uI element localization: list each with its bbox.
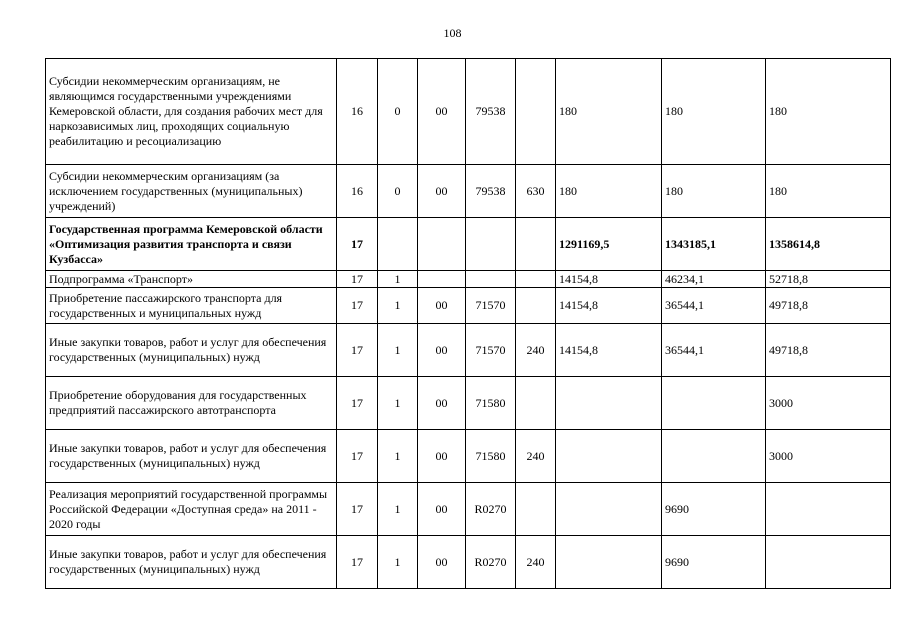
expense-type-cell	[516, 377, 556, 430]
row-name-cell: Иные закупки товаров, работ и услуг для обеспечения государственных (муниципальных) нужд	[46, 430, 337, 483]
subprogram-code-cell: 1	[378, 288, 418, 324]
direction-code-cell: 00	[418, 165, 466, 218]
table-row	[46, 377, 891, 430]
amount-year3-cell	[766, 536, 891, 589]
amount-year3-cell: 49718,8	[766, 288, 891, 324]
amount-year3-cell: 3000	[766, 430, 891, 483]
program-code-cell: 17	[337, 483, 378, 536]
subprogram-code-cell: 1	[378, 483, 418, 536]
direction-code-cell	[418, 218, 466, 271]
amount-year3-cell: 49718,8	[766, 324, 891, 377]
expense-code-cell: R0270	[466, 483, 516, 536]
expense-type-cell	[516, 59, 556, 165]
direction-code-cell: 00	[418, 288, 466, 324]
amount-year1-cell	[556, 483, 662, 536]
row-name-cell: Подпрограмма «Транспорт»	[46, 271, 337, 288]
row-name-cell: Приобретение пассажирского транспорта для государственных и муниципальных нужд	[46, 288, 337, 324]
amount-year3-cell: 180	[766, 165, 891, 218]
expense-code-cell: 71570	[466, 324, 516, 377]
direction-code-cell	[418, 271, 466, 288]
expense-type-cell: 240	[516, 536, 556, 589]
expense-code-cell: 71580	[466, 430, 516, 483]
amount-year2-cell: 180	[662, 59, 766, 165]
expense-type-cell	[516, 218, 556, 271]
budget-table	[45, 58, 891, 589]
direction-code-cell: 00	[418, 536, 466, 589]
direction-code-cell: 00	[418, 59, 466, 165]
expense-type-cell	[516, 288, 556, 324]
row-name-cell: Реализация мероприятий государственной программы Российской Федерации «Доступная среда» на 2011 - 2020 годы	[46, 483, 337, 536]
table-row	[46, 288, 891, 324]
direction-code-cell: 00	[418, 324, 466, 377]
direction-code-cell: 00	[418, 430, 466, 483]
table-row	[46, 430, 891, 483]
amount-year3-cell: 180	[766, 59, 891, 165]
amount-year3-cell: 52718,8	[766, 271, 891, 288]
expense-code-cell	[466, 271, 516, 288]
direction-code-cell: 00	[418, 377, 466, 430]
subprogram-code-cell: 1	[378, 430, 418, 483]
expense-code-cell: 71580	[466, 377, 516, 430]
expense-type-cell: 630	[516, 165, 556, 218]
expense-type-cell	[516, 483, 556, 536]
table-row	[46, 165, 891, 218]
expense-code-cell: 79538	[466, 165, 516, 218]
table-body	[46, 59, 891, 589]
row-name-cell: Иные закупки товаров, работ и услуг для обеспечения государственных (муниципальных) нужд	[46, 536, 337, 589]
row-name-cell: Иные закупки товаров, работ и услуг для обеспечения государственных (муниципальных) нужд	[46, 324, 337, 377]
expense-type-cell: 240	[516, 324, 556, 377]
amount-year1-cell	[556, 377, 662, 430]
amount-year2-cell: 9690	[662, 483, 766, 536]
table-row	[46, 536, 891, 589]
subprogram-code-cell: 1	[378, 377, 418, 430]
amount-year2-cell: 36544,1	[662, 324, 766, 377]
amount-year1-cell: 14154,8	[556, 271, 662, 288]
amount-year1-cell: 180	[556, 165, 662, 218]
amount-year2-cell: 180	[662, 165, 766, 218]
program-code-cell: 17	[337, 430, 378, 483]
expense-code-cell: 79538	[466, 59, 516, 165]
amount-year2-cell	[662, 430, 766, 483]
expense-type-cell: 240	[516, 430, 556, 483]
expense-code-cell	[466, 218, 516, 271]
program-code-cell: 17	[337, 536, 378, 589]
subprogram-code-cell	[378, 218, 418, 271]
table-row	[46, 59, 891, 165]
amount-year2-cell: 1343185,1	[662, 218, 766, 271]
expense-code-cell: 71570	[466, 288, 516, 324]
amount-year1-cell: 14154,8	[556, 288, 662, 324]
program-code-cell: 17	[337, 288, 378, 324]
expense-type-cell	[516, 271, 556, 288]
amount-year3-cell: 1358614,8	[766, 218, 891, 271]
program-code-cell: 16	[337, 165, 378, 218]
subprogram-code-cell: 1	[378, 271, 418, 288]
amount-year1-cell: 1291169,5	[556, 218, 662, 271]
subprogram-code-cell: 0	[378, 165, 418, 218]
amount-year2-cell: 9690	[662, 536, 766, 589]
direction-code-cell: 00	[418, 483, 466, 536]
amount-year2-cell: 36544,1	[662, 288, 766, 324]
table-row	[46, 324, 891, 377]
program-code-cell: 17	[337, 271, 378, 288]
program-code-cell: 16	[337, 59, 378, 165]
amount-year1-cell: 14154,8	[556, 324, 662, 377]
program-code-cell: 17	[337, 324, 378, 377]
table-row	[46, 271, 891, 288]
table-row	[46, 483, 891, 536]
amount-year3-cell: 3000	[766, 377, 891, 430]
page-number: 108	[443, 26, 462, 40]
amount-year2-cell: 46234,1	[662, 271, 766, 288]
row-name-cell: Субсидии некоммерческим организациям (за исключением государственных (муниципальных) учреждений)	[46, 165, 337, 218]
row-name-cell: Государственная программа Кемеровской области «Оптимизация развития транспорта и связи Кузбасса»	[46, 218, 337, 271]
expense-code-cell: R0270	[466, 536, 516, 589]
amount-year1-cell	[556, 430, 662, 483]
subprogram-code-cell: 0	[378, 59, 418, 165]
subprogram-code-cell: 1	[378, 324, 418, 377]
amount-year1-cell: 180	[556, 59, 662, 165]
program-code-cell: 17	[337, 377, 378, 430]
amount-year2-cell	[662, 377, 766, 430]
amount-year3-cell	[766, 483, 891, 536]
program-code-cell: 17	[337, 218, 378, 271]
amount-year1-cell	[556, 536, 662, 589]
table-row	[46, 218, 891, 271]
row-name-cell: Приобретение оборудования для государственных предприятий пассажирского автотранспорта	[46, 377, 337, 430]
row-name-cell: Субсидии некоммерческим организациям, не являющимся государственными учреждениями Кемеровской области, для создания рабочих мест для наркозависимых лиц, проходящих социальную реабилитацию и ресоциализацию	[46, 59, 337, 165]
subprogram-code-cell: 1	[378, 536, 418, 589]
